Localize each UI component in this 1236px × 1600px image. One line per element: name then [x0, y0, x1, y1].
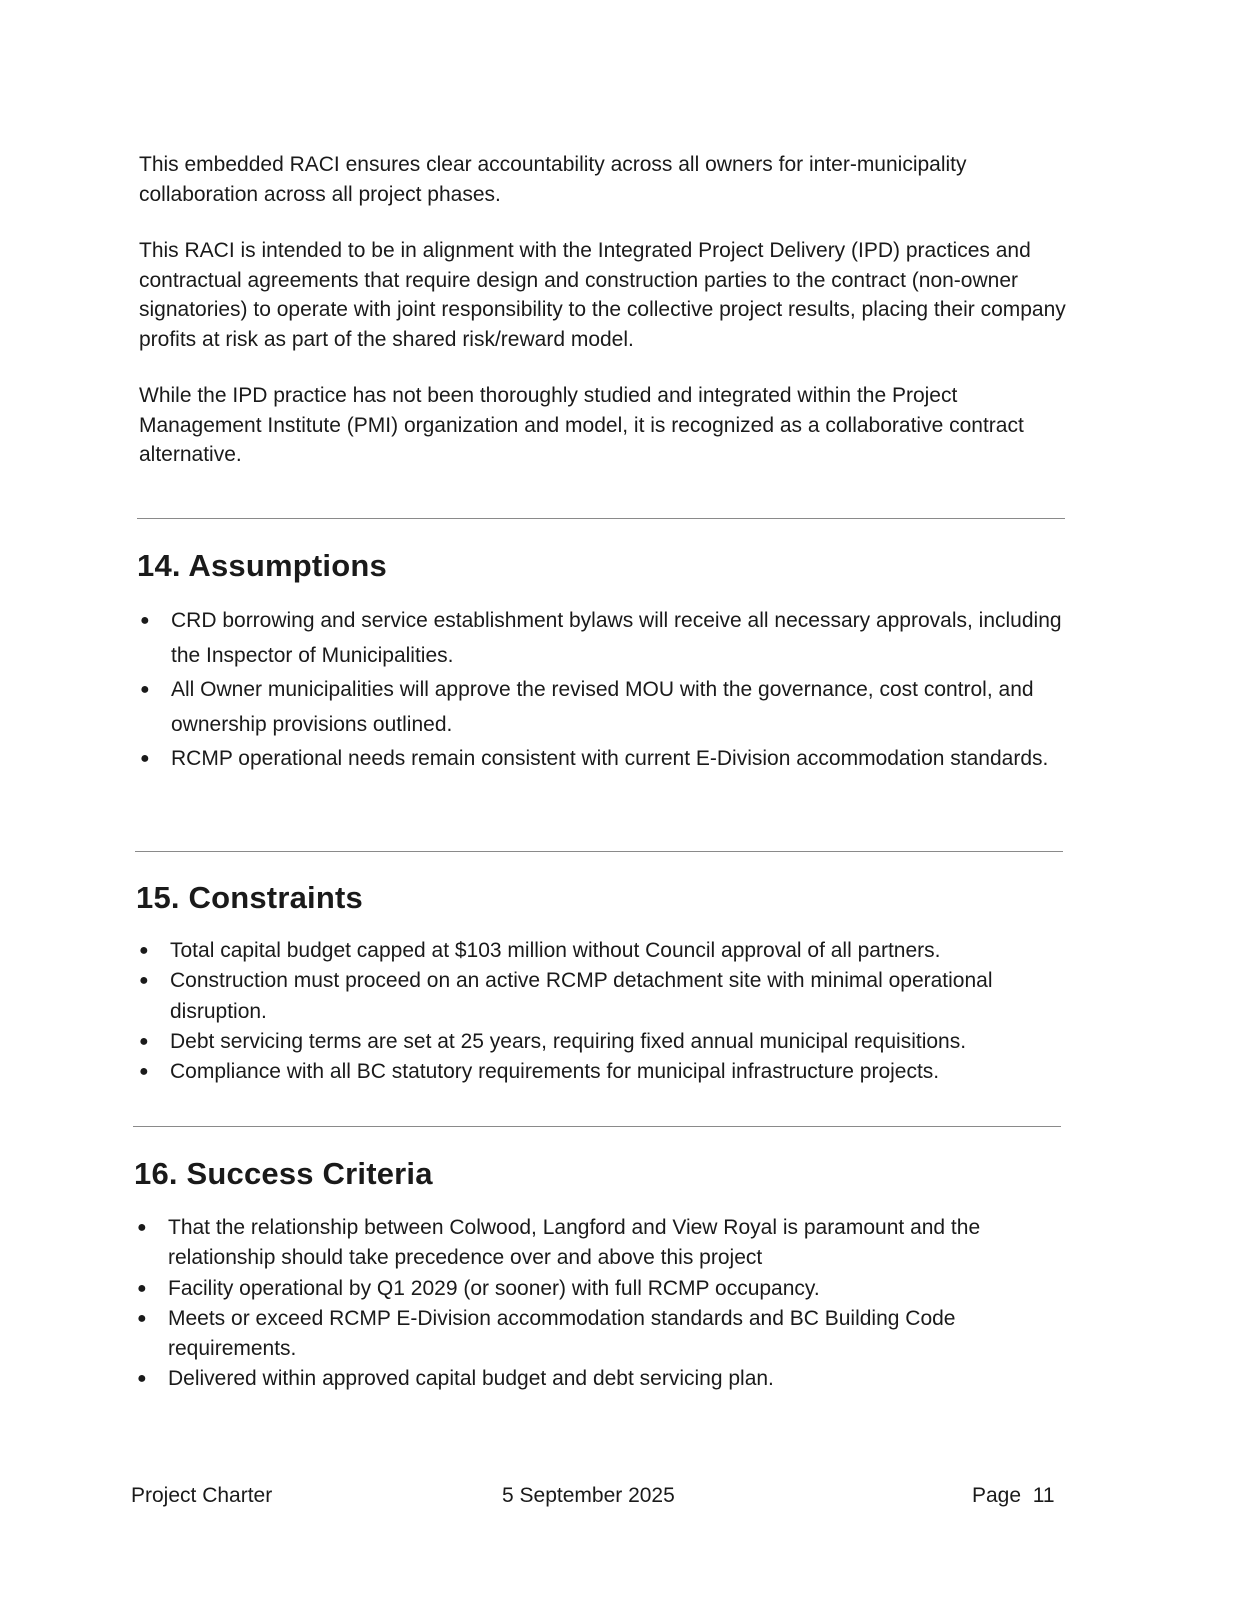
list-item: ● Delivered within approved capital budget and debt servicing plan. [134, 1364, 1069, 1394]
list-item: ● Facility operational by Q1 2029 (or sooner) with full RCMP occupancy. [134, 1274, 1069, 1304]
section-divider [135, 851, 1063, 852]
success-criteria-list [134, 1213, 1069, 1395]
bullet-icon: ● [137, 1219, 147, 1236]
bullet-icon: ● [139, 972, 149, 990]
list-item: ● Total capital budget capped at $103 million without Council approval of all partners. [136, 936, 1066, 966]
intro-paragraph-3: While the IPD practice has not been thoroughly studied and integrated within the Project Management Institute (PMI) organization and model, it is recognized as a collaborative contract alternative. [139, 384, 1024, 466]
intro-paragraph-1: This embedded RACI ensures clear accountability across all owners for inter-municipality collaboration across all project phases. [139, 153, 967, 206]
section-heading-constraints: 15. Constraints [136, 880, 363, 915]
list-item: ● That the relationship between Colwood, Langford and View Royal is paramount and the relationship should take precedence over and above this project [134, 1213, 1069, 1274]
list-item: ● Compliance with all BC statutory requirements for municipal infrastructure projects. [136, 1057, 1066, 1087]
bullet-icon: ● [139, 942, 149, 959]
intro-paragraph-2: This RACI is intended to be in alignment with the Integrated Project Delivery (IPD) practices and contractual agreements that require design and construction parties to the contract (non-owner signatories) to operate with joint responsibility to the collective project results, placing their company profits at risk as part of the shared risk/reward model. [139, 239, 1066, 351]
list-item: ● Meets or exceed RCMP E-Division accommodation standards and BC Building Code requirements. [134, 1304, 1069, 1365]
section-heading-success-criteria: 16. Success Criteria [134, 1156, 433, 1191]
bullet-icon: ● [137, 1309, 147, 1327]
section-heading-assumptions: 14. Assumptions [137, 548, 387, 583]
list-item: ● All Owner municipalities will approve the revised MOU with the governance, cost control, and ownership provisions outlined. [137, 673, 1067, 742]
bullet-icon: ● [140, 612, 150, 629]
footer-date: 5 September 2025 [502, 1484, 675, 1507]
bullet-icon: ● [139, 1063, 149, 1081]
bullet-icon: ● [137, 1279, 147, 1297]
list-item: ● Construction must proceed on an active RCMP detachment site with minimal operational disruption. [136, 966, 1066, 1027]
bullet-icon: ● [139, 1032, 149, 1050]
list-item: ● Debt servicing terms are set at 25 years, requiring fixed annual municipal requisitions. [136, 1027, 1066, 1057]
constraints-list [136, 936, 1066, 1087]
footer-document-title: Project Charter [131, 1484, 273, 1507]
section-divider [133, 1126, 1061, 1127]
assumptions-list [137, 604, 1067, 777]
bullet-icon: ● [140, 750, 150, 767]
section-divider [137, 518, 1065, 519]
list-item: ● CRD borrowing and service establishment bylaws will receive all necessary approvals, including the Inspector of Municipalities. [137, 604, 1067, 673]
bullet-icon: ● [137, 1370, 147, 1388]
bullet-icon: ● [140, 681, 150, 698]
list-item: ● RCMP operational needs remain consistent with current E-Division accommodation standards. [137, 742, 1067, 777]
footer-page-number: Page 11 [972, 1484, 1055, 1507]
